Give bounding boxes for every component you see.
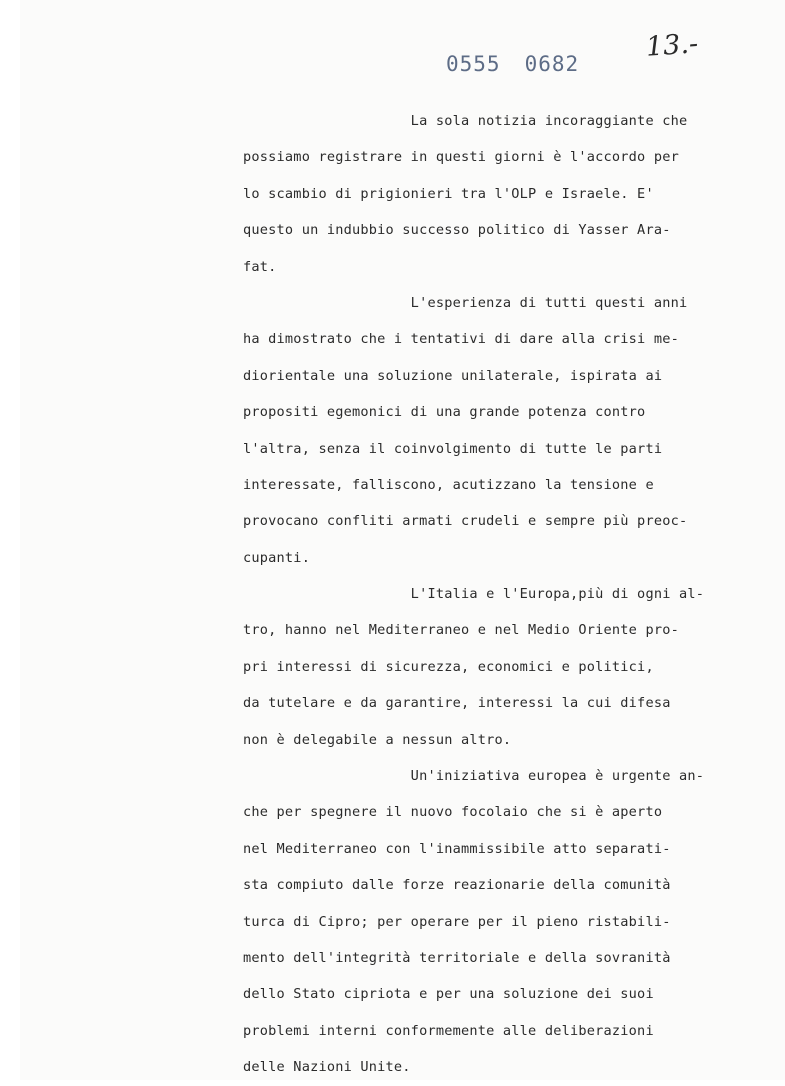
text-line: nel Mediterraneo con l'inammissibile atto separati- xyxy=(243,840,671,857)
text-line: diorientale una soluzione unilaterale, ispirata ai xyxy=(243,367,663,384)
text-line: interessate, falliscono, acutizzano la tensione e xyxy=(243,476,654,493)
text-line: propositi egemonici di una grande potenza contro xyxy=(243,404,646,421)
text-line: La sola notizia incoraggiante che xyxy=(243,113,688,129)
page-left-margin xyxy=(0,0,20,1080)
text-line: provocano confliti armati crudeli e sempre più preoc- xyxy=(243,513,688,530)
text-line: pri interessi di sicurezza, economici e politici, xyxy=(243,658,654,675)
text-line: da tutelare e da garantire, interessi la cui difesa xyxy=(243,695,671,712)
text-line: non è delegabile a nessun altro. xyxy=(243,731,512,748)
text-line: dello Stato cipriota e per una soluzione dei suoi xyxy=(243,986,654,1003)
text-line: sta compiuto dalle forze reazionarie della comunità xyxy=(243,877,671,894)
text-line: che per spegnere il nuovo focolaio che si è aperto xyxy=(243,804,663,821)
text-line: delle Nazioni Unite. xyxy=(243,1059,411,1076)
text-line: turca di Cipro; per operare per il pieno ristabili- xyxy=(243,913,671,930)
text-line: cupanti. xyxy=(243,549,311,566)
text-line: questo un indubbio successo politico di Yasser Ara- xyxy=(243,222,671,239)
text-line: L'Italia e l'Europa,più di ogni al- xyxy=(243,586,705,603)
text-line: fat. xyxy=(243,258,277,275)
text-line: l'altra, senza il coinvolgimento di tutte le parti xyxy=(243,440,663,457)
stamp-number-2: 0682 xyxy=(524,52,580,76)
text-line: tro, hanno nel Mediterraneo e nel Medio Oriente pro- xyxy=(243,622,679,639)
typed-text-body xyxy=(243,103,723,1086)
stamp-number-1: 0555 xyxy=(446,52,501,76)
archive-stamp xyxy=(446,52,579,76)
text-line: L'esperienza di tutti questi anni xyxy=(243,294,688,311)
text-line: mento dell'integrità territoriale e della sovranità xyxy=(243,949,671,966)
handwritten-page-number: 13.- xyxy=(644,28,700,63)
text-line: ha dimostrato che i tentativi di dare alla crisi me- xyxy=(243,331,679,348)
text-line: problemi interni conformemente alle deliberazioni xyxy=(243,1022,654,1039)
text-line: possiamo registrare in questi giorni è l'accordo per xyxy=(243,149,679,166)
text-line: Un'iniziativa europea è urgente an- xyxy=(243,768,705,785)
text-line: lo scambio di prigionieri tra l'OLP e Israele. E' xyxy=(243,185,654,202)
